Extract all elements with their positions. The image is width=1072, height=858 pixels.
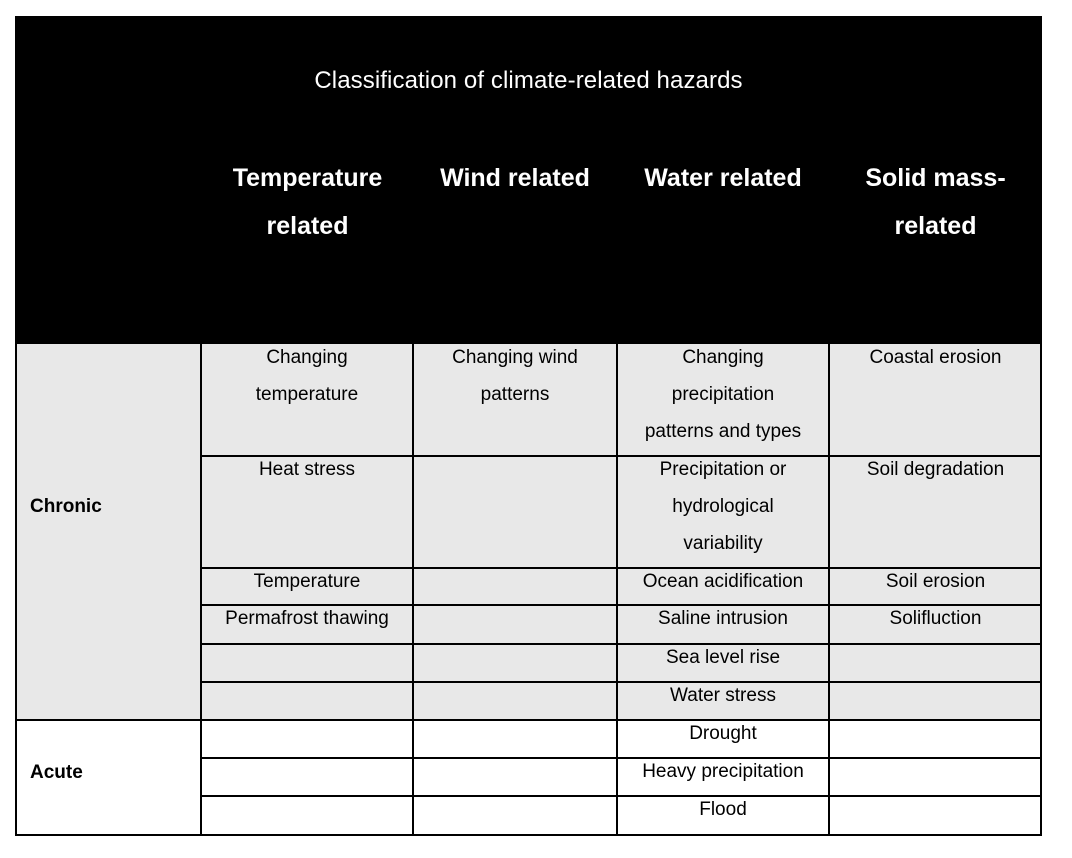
cell-text-line: Water stress (670, 685, 776, 706)
cell-text-line: Saline intrusion (658, 608, 788, 629)
table-cell (201, 600, 413, 639)
table-cell (829, 600, 1042, 639)
table-border-left (15, 344, 17, 836)
cell-text-line: Coastal erosion (869, 347, 1002, 368)
table-cell (617, 563, 829, 600)
cell-text-line: Drought (689, 723, 757, 744)
table-cell (829, 677, 1042, 715)
cell-text-line: Soil degradation (866, 459, 1005, 480)
table-cell (201, 639, 413, 677)
cell-text-line: hydrological (672, 496, 774, 517)
cell-text-line: temperature (255, 384, 359, 405)
table-cell (617, 715, 829, 753)
table-border-bottom (15, 834, 1042, 836)
table-cell (413, 600, 617, 639)
column-header-temperature (202, 154, 413, 250)
table-cell (201, 791, 413, 831)
table-cell (829, 339, 1042, 451)
table-cell (617, 753, 829, 791)
table-cell (829, 791, 1042, 831)
table-cell (413, 715, 617, 753)
table-cell (617, 600, 829, 639)
cell-text-line: Sea level rise (665, 647, 781, 668)
column-header-wind (413, 154, 617, 202)
table-cell (413, 753, 617, 791)
cell-text-line: Heat stress (258, 459, 356, 480)
cell-text-line: precipitation (671, 384, 775, 405)
table-cell (413, 791, 617, 831)
table-cell (617, 339, 829, 451)
row-group-label-chronic: Chronic (30, 496, 102, 517)
cell-text-line: Ocean acidification (642, 571, 804, 592)
cell-text-line: Changing wind (452, 347, 578, 368)
cell-text-line: Temperature (253, 571, 361, 592)
table-cell (413, 339, 617, 451)
cell-text-line: Changing (266, 347, 348, 368)
cell-text-line: Flood (699, 799, 747, 820)
table-cell (201, 677, 413, 715)
table-cell (201, 451, 413, 563)
table-cell (617, 677, 829, 715)
column-header-line: Solid mass- (865, 164, 1006, 192)
table-cell (413, 639, 617, 677)
cell-text-line: variability (683, 533, 763, 554)
table-cell (829, 715, 1042, 753)
table-cell (829, 563, 1042, 600)
column-header-solid-mass (829, 154, 1042, 250)
column-header-line: related (266, 212, 349, 240)
cell-text-line: Heavy precipitation (642, 761, 804, 782)
table-cell (829, 753, 1042, 791)
column-header-line: Water related (644, 164, 802, 192)
column-header-line: related (894, 212, 977, 240)
table-cell (201, 339, 413, 451)
table-title: Classification of climate-related hazards (314, 67, 743, 94)
column-header-line: Wind related (440, 164, 590, 192)
table-header (15, 16, 1042, 344)
cell-text-line: patterns and types (644, 421, 802, 442)
cell-text-line: patterns (480, 384, 550, 405)
table-cell (413, 563, 617, 600)
cell-text-line: Changing (682, 347, 764, 368)
table-cell (201, 753, 413, 791)
cell-text-line: Permafrost thawing (225, 608, 389, 629)
cell-text-line: Solifluction (889, 608, 982, 629)
hazard-table-body (15, 344, 1042, 836)
table-cell (201, 715, 413, 753)
table-cell (201, 563, 413, 600)
cell-text-line: Soil erosion (885, 571, 986, 592)
table-cell (829, 639, 1042, 677)
table-cell (413, 677, 617, 715)
table-cell (829, 451, 1042, 563)
cell-text-line: Precipitation or (659, 459, 787, 480)
column-header-water (617, 154, 829, 202)
table-cell (617, 639, 829, 677)
column-header-line: Temperature (232, 164, 383, 192)
table-cell (413, 451, 617, 563)
row-group-label-acute: Acute (30, 762, 83, 783)
table-cell (617, 791, 829, 831)
table-cell (617, 451, 829, 563)
